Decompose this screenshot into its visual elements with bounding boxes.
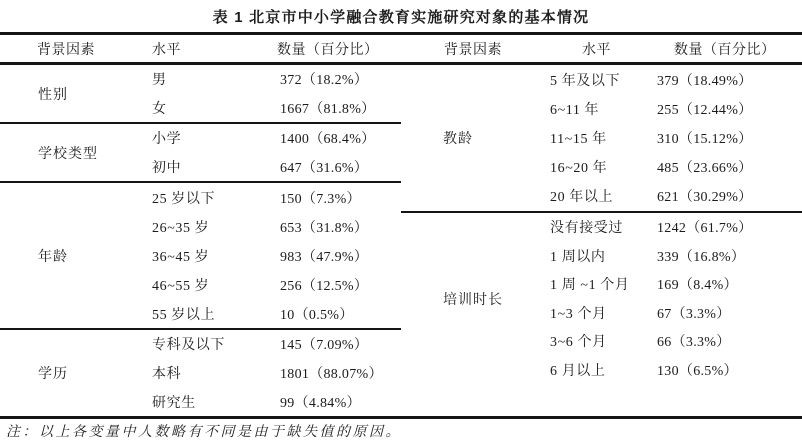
- section-training-duration: [401, 211, 802, 416]
- header-factor-right: 背景因素: [444, 43, 502, 58]
- quantity-cell: 372（18.2%）: [280, 73, 369, 89]
- level-cell: 36~45 岁: [152, 249, 210, 265]
- section-age: [0, 181, 401, 328]
- quantity-cell: 1801（88.07%）: [280, 367, 383, 382]
- table-row: [543, 242, 802, 271]
- table-left-half: [0, 65, 401, 416]
- quantity-cell: 485（23.66%）: [657, 161, 753, 177]
- level-cell: 46~55 岁: [152, 278, 210, 294]
- quantity-cell: 145（7.09%）: [280, 338, 369, 354]
- quantity-cell: 1667（81.8%）: [280, 101, 376, 117]
- level-cell: 3~6 个月: [550, 335, 607, 351]
- factor-cell: 学历: [38, 367, 68, 382]
- level-cell: 26~35 岁: [152, 220, 210, 236]
- level-cell: 6 月以上: [550, 363, 606, 379]
- level-cell: 20 年以上: [550, 190, 614, 206]
- header-factor-left: 背景因素: [37, 43, 95, 58]
- quantity-cell: 310（15.12%）: [657, 132, 753, 147]
- top-rule: [0, 32, 802, 35]
- quantity-cell: 621（30.29%）: [657, 190, 753, 206]
- quantity-cell: 1400（68.4%）: [280, 132, 376, 148]
- section-school-type: [0, 122, 401, 181]
- header-quantity-right: 数量（百分比）: [674, 43, 776, 58]
- table-row: [543, 213, 802, 242]
- quantity-cell: 99（4.84%）: [280, 395, 361, 411]
- table-right-half: [401, 65, 802, 416]
- table-row: [543, 153, 802, 182]
- level-cell: 11~15 年: [550, 132, 607, 147]
- level-cell: 16~20 年: [550, 161, 608, 177]
- level-cell: 男: [152, 73, 167, 89]
- level-cell: 小学: [152, 132, 182, 148]
- table-row: [140, 359, 401, 388]
- table-row: [543, 299, 802, 328]
- quantity-cell: 10（0.5%）: [280, 307, 354, 323]
- table-row: [543, 182, 802, 211]
- quantity-cell: 379（18.49%）: [657, 73, 753, 89]
- quantity-cell: 983（47.9%）: [280, 249, 369, 265]
- table-row: [140, 299, 401, 328]
- table-row: [543, 65, 802, 94]
- quantity-cell: 647（31.6%）: [280, 160, 369, 176]
- table-row: [543, 327, 802, 356]
- quantity-cell: 66（3.3%）: [657, 335, 731, 351]
- table-row: [140, 212, 401, 241]
- quantity-cell: 256（12.5%）: [280, 278, 369, 294]
- table-row: [140, 241, 401, 270]
- level-cell: 5 年及以下: [550, 73, 621, 89]
- quantity-cell: 653（31.8%）: [280, 220, 369, 236]
- level-cell: 1 周以内: [550, 249, 606, 265]
- table-row: [140, 65, 401, 94]
- quantity-cell: 150（7.3%）: [280, 191, 361, 207]
- section-education: [0, 328, 401, 416]
- table-row: [140, 387, 401, 416]
- quantity-cell: 1242（61.7%）: [657, 221, 753, 237]
- table-row: [140, 153, 401, 182]
- header-level-right: 水平: [582, 43, 611, 58]
- level-cell: 没有接受过: [550, 221, 623, 237]
- factor-cell: 年龄: [38, 249, 68, 265]
- level-cell: 专科及以下: [152, 338, 225, 354]
- quantity-cell: 255（12.44%）: [657, 102, 753, 118]
- level-cell: 25 岁以下: [152, 191, 216, 207]
- table-row: [140, 183, 401, 212]
- table-row: [543, 356, 802, 385]
- section-teaching-years: [401, 65, 802, 211]
- header-level-left: 水平: [152, 43, 181, 58]
- level-cell: 6~11 年: [550, 102, 600, 118]
- level-cell: 1 周 ~1 个月: [550, 278, 630, 294]
- section-gender: [0, 65, 401, 122]
- level-cell: 本科: [152, 367, 182, 382]
- level-cell: 55 岁以上: [152, 307, 216, 323]
- level-cell: 研究生: [152, 395, 196, 411]
- quantity-cell: 130（6.5%）: [657, 363, 738, 379]
- factor-cell: 教龄: [443, 132, 473, 147]
- level-cell: 初中: [152, 160, 182, 176]
- bottom-rule: [0, 416, 802, 419]
- table-row: [543, 270, 802, 299]
- quantity-cell: 339（16.8%）: [657, 249, 746, 265]
- quantity-cell: 67（3.3%）: [657, 306, 731, 322]
- level-cell: 女: [152, 101, 167, 117]
- factor-cell: 培训时长: [443, 292, 503, 308]
- table-row: [543, 94, 802, 123]
- factor-cell: 学校类型: [38, 146, 98, 162]
- table-row: [543, 123, 802, 152]
- table-row: [140, 94, 401, 123]
- level-cell: 1~3 个月: [550, 306, 607, 322]
- table-footnote: 注：以上各变量中人数略有不同是由于缺失值的原因。: [6, 425, 402, 440]
- table-row: [140, 330, 401, 359]
- header-quantity-left: 数量（百分比）: [277, 43, 379, 58]
- table-row: [140, 270, 401, 299]
- factor-cell: 性别: [38, 87, 68, 103]
- table-title: 表 1 北京市中小学融合教育实施研究对象的基本情况: [212, 9, 590, 26]
- quantity-cell: 169（8.4%）: [657, 278, 738, 294]
- table-row: [140, 124, 401, 153]
